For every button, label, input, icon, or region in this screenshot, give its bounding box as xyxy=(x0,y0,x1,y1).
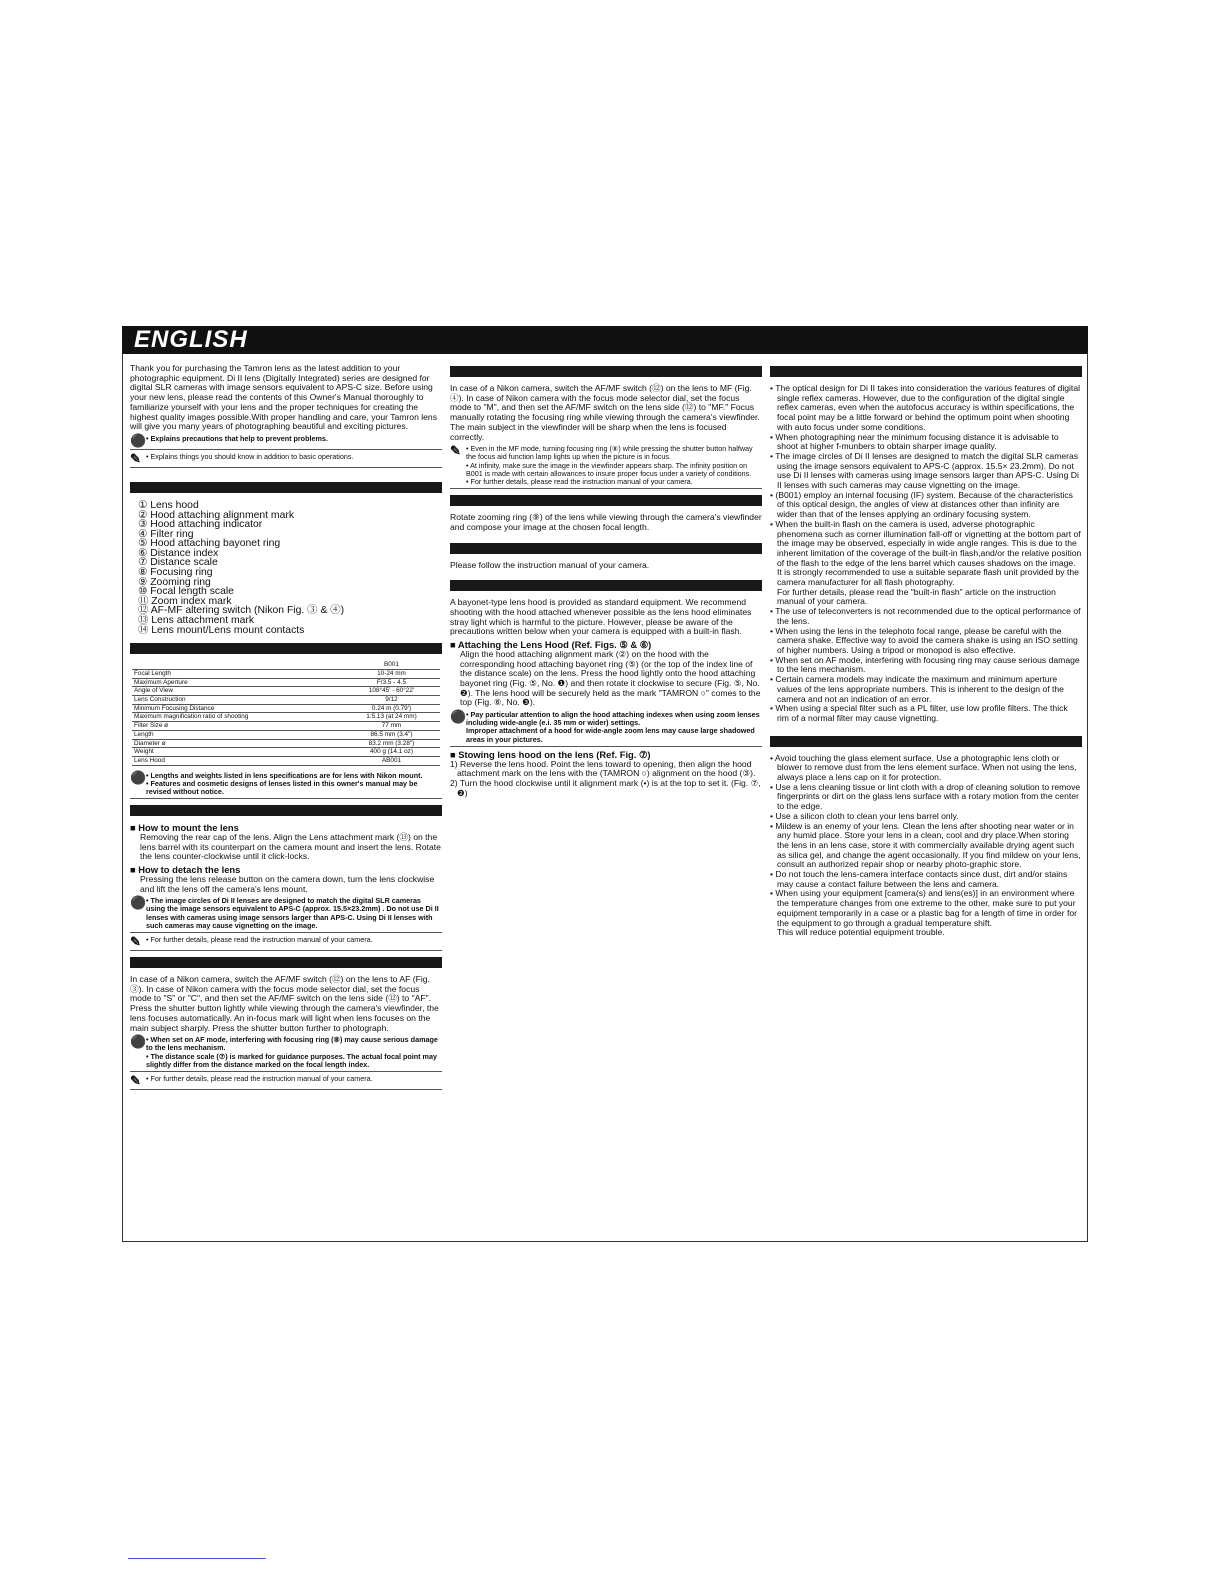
part-item: ⑥ Distance index xyxy=(138,547,219,559)
part-item: ⑫ AF-MF altering switch (Nikon Fig. ③ & ④) xyxy=(138,605,345,617)
spec-value: AB001 xyxy=(343,756,440,765)
language-title-bar xyxy=(122,326,1088,354)
section-bar-af xyxy=(130,957,442,968)
af-note xyxy=(130,1075,442,1090)
spec-value: 0.24 m (0.79') xyxy=(343,704,440,713)
mount-caution-text: • The image circles of Di II lenses are designed to match the digital SLR cameras using the image sensors equivalent to APS-C (approx. 15.5×23.2mm) . Do not use Di II lenses with cameras using image sensors larger than APS-C. Using Di II lenses with such cameras may cause vignetting on the image. xyxy=(146,896,439,930)
mf-text: In case of a Nikon camera, switch the AF/MF switch (⑫) on the lens to MF (Fig. ④). In case of Nikon camera with the focus mode selector dial, set the focus mode to "M", and then set the AF/MF switch on the lens side (⑫) to "MF." Focus manually rotating the focusing ring while viewing through the camera's viewfinder. The main subject in the viewfinder will be sharp when the lens is focused correctly. xyxy=(450,383,760,442)
stow-hood-heading: ■ Stowing lens hood on the lens (Ref. Fig. ⑦) xyxy=(450,748,651,760)
note-item: For further details, please read the "built-in flash" article on the instruction manual of your camera. xyxy=(777,586,1056,607)
footer-link-underline[interactable] xyxy=(128,1558,266,1559)
spec-row xyxy=(132,696,440,705)
section-bar-zoom xyxy=(450,495,762,506)
note-pencil-icon: ✎ xyxy=(130,450,141,466)
spec-value: 10-24 mm xyxy=(343,669,440,678)
spec-row xyxy=(132,669,440,678)
af-caution-line: • The distance scale (⑦) is marked for guidance purposes. The actual focal point may slightly differ from the distance marked on the focal length index. xyxy=(146,1051,437,1069)
mount-note xyxy=(130,936,442,951)
section-bar-camera xyxy=(450,543,762,554)
af-caution xyxy=(130,1036,442,1072)
spec-label: Filter Size ø xyxy=(132,722,343,731)
note-item: • When the built-in flash on the camera is used, adverse photographic phenomena such as corner illumination fall-off or vignetting at the bottom part of the image may be observed, especially in wide angle ranges. This is due to the inherent limitation of the coverage of the built-in flash,and/or the relative position of the flash to the edge of the lens barrel which causes shadows on the image. It is strongly recommended to use a suitable separate flash unit provided by the camera manufacturer for all flash photography. xyxy=(770,518,1082,588)
spec-row xyxy=(132,687,440,696)
mount-heading: ■ How to mount the lens xyxy=(130,822,239,834)
spec-row xyxy=(132,678,440,687)
spec-caution-line: • Lengths and weights listed in lens specifications are for lens with Nikon mount. xyxy=(146,770,423,780)
mount-text: Removing the rear cap of the lens. Align the Lens attachment mark (⑬) on the lens barrel with its counterpart on the camera mount and insert the lens. Rotate the lens counter-clockwise until it click-locks. xyxy=(140,831,441,862)
spec-row xyxy=(132,756,440,765)
spec-row xyxy=(132,748,440,757)
spec-value: 400 g (14.1 oz) xyxy=(343,748,440,757)
spec-value: 77 mm xyxy=(343,722,440,731)
care-item: • Use a silicon cloth to clean your lens barrel only. xyxy=(770,810,959,821)
zoom-text: Rotate zooming ring (⑨) of the lens while viewing through the camera's viewfinder and compose your image at the chosen focal length. xyxy=(450,512,762,532)
hood-text: A bayonet-type lens hood is provided as standard equipment. We recommend shooting with the hood attached whenever possible as the lens hood eliminates stray light which is harmful to the picture. However, please be aware of the precautions written below when your camera is equipped with a built-in flash. xyxy=(450,597,752,637)
section-bar-care xyxy=(770,736,1082,747)
stow-step: 1) Reverse the lens hood. Point the lens toward to opening, then align the hood attachment mark on the lens with the (TAMRON ○) alignment on the hood (③). xyxy=(450,758,756,779)
care-item: • Use a lens cleaning tissue or lint cloth with a drop of cleaning solution to remove fingerprints or dirt on the glass lens surface with a rotary motion from the center to the edge. xyxy=(770,781,1081,812)
section-bar-notes xyxy=(770,366,1082,377)
part-item: ② Hood attaching alignment mark xyxy=(138,509,295,521)
spec-row xyxy=(132,730,440,739)
mf-note-text xyxy=(466,445,762,486)
spec-caution xyxy=(130,769,442,800)
legend-caution xyxy=(130,432,442,450)
af-note-text: • For further details, please read the instruction manual of your camera. xyxy=(146,1074,373,1084)
spec-caution-line: • Features and cosmetic designs of lenses listed in this owner's manual may be revised without notice. xyxy=(146,778,418,797)
column-1 xyxy=(130,364,442,1093)
note-item: • The optical design for Di II takes into consideration the various features of digital single reflex cameras. However, due to the configuration of the digital single reflex cameras, even when the autofocus accuracy is within specifications, the focal point may be a little forward or behind the optimum point when shooting with auto focus under some conditions. xyxy=(770,383,1081,432)
spec-value: 1:5.13 (at 24 mm) xyxy=(343,713,440,722)
spec-label: Lens Construction xyxy=(132,696,343,705)
part-item: ⑭ Lens mount/Lens mount contacts xyxy=(138,624,305,636)
hood-caution-text xyxy=(466,711,762,744)
mount-caution xyxy=(130,897,442,933)
care-item: • Avoid touching the glass element surface. Use a photographic lens cloth or blower to remove dust from the lens element surface. When not using the lens, always place a lens cap on it for protection. xyxy=(770,752,1077,783)
parts-list xyxy=(138,501,442,635)
detach-heading: ■ How to detach the lens xyxy=(130,864,241,876)
care-item: This will reduce potential equipment trouble. xyxy=(777,927,945,938)
care-item: • Do not touch the lens-camera interface contacts since dust, dirt and/or stains may cause a contact failure between the lens and camera. xyxy=(770,869,1068,889)
spec-header-row xyxy=(132,661,440,669)
attach-hood-heading: ■ Attaching the Lens Hood (Ref. Figs. ⑤ & ⑥) xyxy=(450,639,652,651)
note-pencil-icon: ✎ xyxy=(130,1073,141,1089)
column-2 xyxy=(450,366,762,798)
spec-row xyxy=(132,713,440,722)
caution-icon: ⚫ xyxy=(130,432,147,448)
spec-label: Lens Hood xyxy=(132,756,343,765)
spec-value: 108°45' - 60°22' xyxy=(343,687,440,696)
care-item: • When using your equipment [camera(s) and lens(es)] in an environment where the temperature changes from one extreme to the other, make sure to put your equipment temporarily in a case or a plastic bag for a length of time in order for the equipment to go through a gradual temperature shift. xyxy=(770,888,1077,928)
spec-label: Minimum Focusing Distance xyxy=(132,704,343,713)
column-3 xyxy=(770,366,1082,938)
spec-label: Length xyxy=(132,730,343,739)
spec-caution-text xyxy=(146,772,442,797)
note-item: • Certain camera models may indicate the maximum and minimum aperture values of the lens appropriate numbers. This is inherent to the design of the camera and not an indication of an error. xyxy=(770,674,1064,704)
stow-step: 2) Turn the hood clockwise until it alignment mark (•) is at the top to set it. (Fig. ⑦, ❷) xyxy=(450,778,761,798)
mf-note-line: • At infinity, make sure the image in the viewfinder appears sharp. The infinity position on B001 is made with certain allowances to insure proper focus under a variety of conditions. xyxy=(466,460,752,478)
caution-icon: ⚫ xyxy=(130,769,147,785)
af-caution-text xyxy=(146,1036,442,1069)
spec-row xyxy=(132,722,440,731)
hood-caution-line: • Pay particular attention to align the hood attaching indexes when using zoom lenses including wide-angle (e.i. 35 mm or wider) settings. xyxy=(466,710,760,728)
spec-model: B001 xyxy=(343,661,440,669)
legend-caution-text: • Explains precautions that help to prevent problems. xyxy=(146,433,328,443)
part-item: ⑨ Zooming ring xyxy=(138,576,211,588)
note-item: • When set on AF mode, interfering with focusing ring may cause serious damage to the lens mechanism. xyxy=(770,654,1080,675)
spec-value: 86.5 mm (3.4") xyxy=(343,730,440,739)
spec-label: Maximum magnification ratio of shooting xyxy=(132,713,343,722)
spec-label: Diameter ø xyxy=(132,739,343,748)
part-item: ⑦ Distance scale xyxy=(138,557,218,569)
care-item: • Mildew is an enemy of your lens. Clean the lens after shooting near water or in any humid place. Store your lens in a clean, cool and dry place.When storing the lens in an lens case, store it with commercially available drying agent such as silica gel, and change the agent occasionally. If you find mildew on your lens, consult an authorized repair shop or nearby photo-graphic store. xyxy=(770,820,1081,870)
caution-icon: ⚫ xyxy=(130,1034,147,1050)
legend-note xyxy=(130,450,442,468)
af-caution-line: • When set on AF mode, interfering with focusing ring (⑧) may cause serious damage to the lens mechanism. xyxy=(146,1035,438,1053)
spec-value: 83.2 mm (3.28") xyxy=(343,739,440,748)
part-item: ⑬ Lens attachment mark xyxy=(138,615,255,627)
legend-note-text: • Explains things you should know in addition to basic operations. xyxy=(146,451,354,461)
camera-text: Please follow the instruction manual of your camera. xyxy=(450,559,650,570)
mf-note xyxy=(450,445,762,489)
section-bar-mf xyxy=(450,366,762,377)
af-text: In case of a Nikon camera, switch the AF/MF switch (⑫) on the lens to AF (Fig. ③). In case of Nikon camera with the focus mode selector dial, set the focus mode to "S" or "C", and then set the AF/MF switch on the lens side (⑫) to "AF". Press the shutter button lightly while viewing through the camera's viewfinder, the lens focuses automatically. An in-focus mark will light when lens focuses on the main subject sharply. Press the shutter button further to photograph. xyxy=(130,974,439,1033)
section-bar-hood xyxy=(450,580,762,591)
mf-note-line: • Even in the MF mode, turning focusing ring (⑧) while pressing the shutter button halfway the focus aid function lamp lights up when the picture is in focus. xyxy=(466,444,753,462)
hood-caution xyxy=(450,711,762,747)
spec-label: Weight xyxy=(132,748,343,757)
spec-table xyxy=(132,661,440,765)
part-item: ① Lens hood xyxy=(138,499,199,511)
note-item: • When photographing near the minimum focusing distance it is advisable to shoot at higher f-munbers to obtain sharper image quality. xyxy=(770,431,1059,452)
part-item: ⑤ Hood attaching bayonet ring xyxy=(138,538,281,550)
part-item: ⑩ Focal length scale xyxy=(138,586,234,598)
part-item: ⑪ Zoom index mark xyxy=(138,595,232,607)
mf-note-line: • For further details, please read the instruction manual of your camera. xyxy=(466,477,693,487)
note-pencil-icon: ✎ xyxy=(130,934,141,950)
section-bar-parts xyxy=(130,482,442,493)
spec-value: 9/12 xyxy=(343,696,440,705)
spec-row xyxy=(132,704,440,713)
caution-icon: ⚫ xyxy=(450,709,467,725)
part-item: ④ Filter ring xyxy=(138,528,194,540)
spec-value: F/3.5 - 4.5 xyxy=(343,678,440,687)
note-pencil-icon: ✎ xyxy=(450,443,461,459)
section-bar-mount xyxy=(130,805,442,816)
detach-text: Pressing the lens release button on the camera down, turn the lens clockwise and lift the lens off the camera's lens mount. xyxy=(140,873,435,894)
spec-label: Maximum Aperture xyxy=(132,678,343,687)
mount-note-text: • For further details, please read the instruction manual of your camera. xyxy=(146,935,373,945)
part-item: ⑧ Focusing ring xyxy=(138,567,213,579)
hood-caution-line: Improper attachment of a hood for wide-angle zoom lens may cause large shadowed areas in your pictures. xyxy=(466,726,755,744)
section-bar-specs xyxy=(130,643,442,654)
caution-icon: ⚫ xyxy=(130,895,147,911)
part-item: ③ Hood attaching indicator xyxy=(138,519,263,531)
attach-hood-text: Align the hood attaching alignment mark (②) on the hood with the corresponding hood attaching bayonet ring (⑤) (or the top of the index line of the distance scale) on the lens. Press the hood lightly onto the hood attaching bayonet ring (Fig. ⑤, No. ❶) and then rotate it clockwise to secure (Fig. ⑤, No. ❷). The lens hood will be securely held as the mark "TAMRON ○" comes to the top (Fig. ⑥, No. ❸). xyxy=(460,648,761,708)
spec-label: Focal Length xyxy=(132,669,343,678)
page-title: ENGLISH xyxy=(134,326,248,353)
note-item: • The image circles of Di II lenses are designed to match the digital SLR cameras using the image sensors equivalent to APS-C (approx. 15.5× 23.2mm). Do not use Di II lenses with cameras using image sensors larger than APS-C. Using Di II lenses with such cameras may cause vignetting on the image. xyxy=(770,450,1079,491)
spec-label: Angle of View xyxy=(132,687,343,696)
note-item: • When using a special filter such as a PL filter, use low profile filters. The thick rim of a normal filter may cause vignetting. xyxy=(770,703,1068,723)
note-item: • (B001) employ an internal focusing (IF) system. Because of the characteristics of this optical design, the angles of view at distances other than infinity are wider than that of the lenses applying an ordinary focusing system. xyxy=(770,489,1073,520)
intro-paragraph: Thank you for purchasing the Tamron lens as the latest addition to your photographic equipment. Di II lens (Digitally Integrated) series are designed for digital SLR cameras with image sensors equivalent to APS-C size. Before using your new lens, please read the contents of this Owner's Manual thoroughly to familiarize yourself with your lens and the proper techniques for creating the highest quality images possible.With proper handling and care, your Tamron lens will give you many years of photographing beautiful and exciting pictures. xyxy=(130,363,437,432)
note-item: • When using the lens in the telephoto focal range, please be careful with the camera shake. Effective way to avoid the camera shake is using an ISO setting of higher numbers. Using a tripod or monopod is also effective. xyxy=(770,625,1078,655)
note-item: • The use of teleconverters is not recommended due to the optical performance of the lens. xyxy=(770,606,1081,626)
spec-row xyxy=(132,739,440,748)
